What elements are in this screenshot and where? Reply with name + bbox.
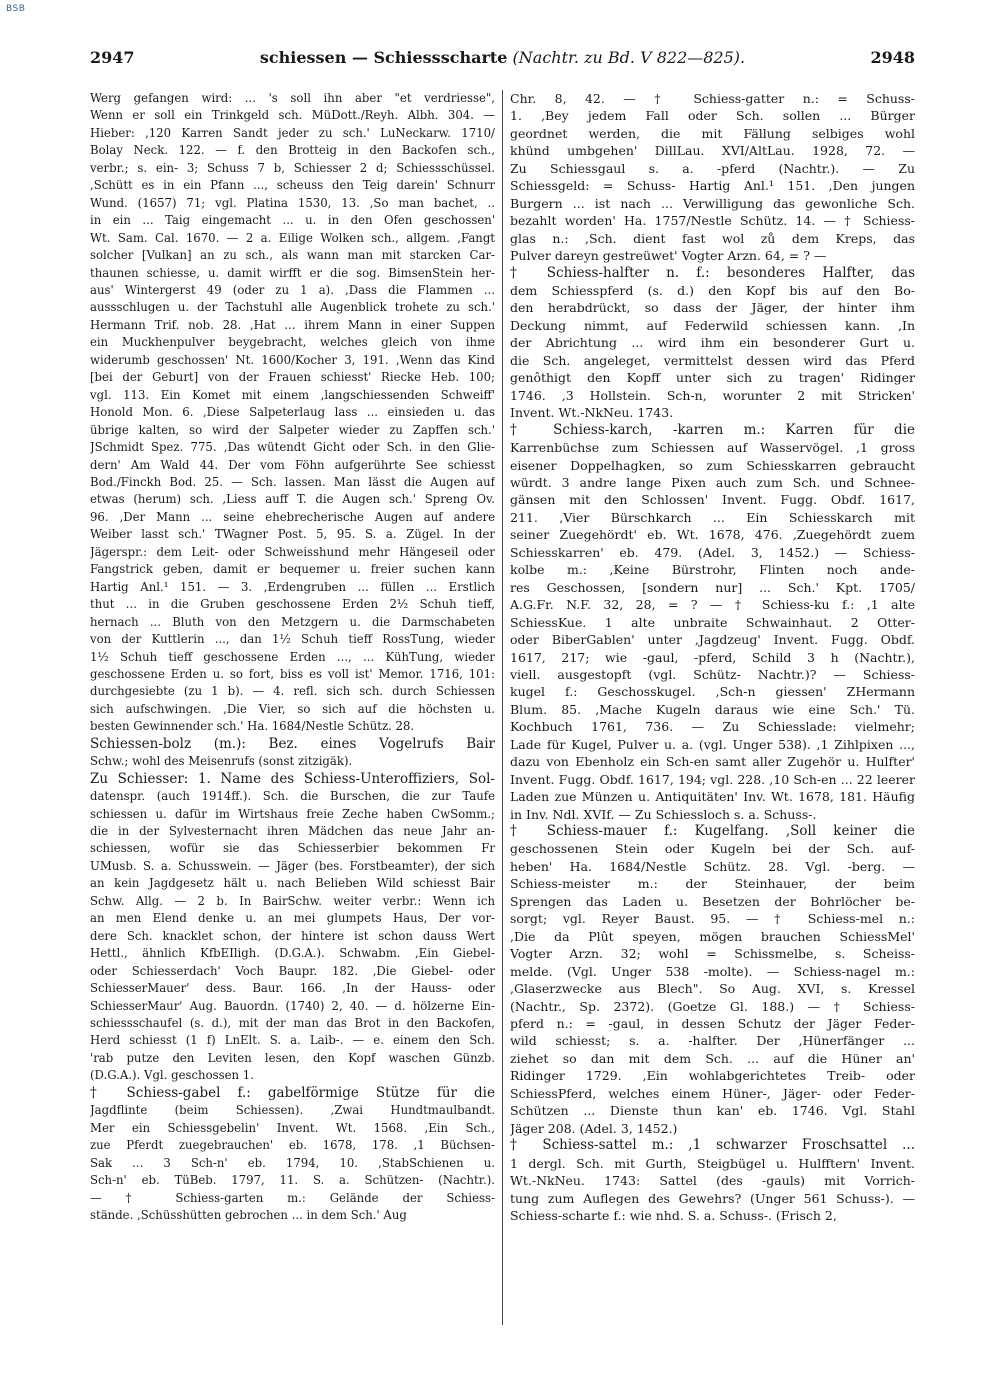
text-line: dem Schiesspferd (s. d.) den Kopf bis auf den Bo-	[510, 282, 915, 298]
text-line: Werg gefangen wird: ... 's soll ihn aber "et verdriesse",	[90, 91, 495, 105]
text-line: Chr. 8, 42. — † Schiess-gatter n.: = Schuss-	[510, 91, 915, 106]
text-line: Wenn er soll ein Trinkgeld sch. MüDott./Reyh. Albh. 304. —	[90, 108, 495, 123]
text-line: Schützen ... Dienste thun kan' eb. 1746. Vgl. Stahl	[510, 1103, 915, 1119]
text-line: geschossene Erden u. so fort, biss es voll ist' Memor. 1716, 101:	[90, 666, 495, 681]
right-column	[510, 90, 915, 1390]
text-line: Ridinger 1729. ,Ein wohlabgerichtetes Treib- oder	[510, 1068, 915, 1084]
text-line: sich aufschwingen. ,Die Vier, so sich auf die höchsten u.	[90, 701, 495, 716]
text-line: Invent. Wt.-NkNeu. 1743.	[510, 405, 674, 421]
text-line: Wt.-NkNeu. 1743: Sattel (des -gauls) mit Vorrich-	[510, 1173, 915, 1189]
text-line: widerumb geschossen' Nt. 1600/Kocher 3, 191. ,Wenn das Kind	[90, 352, 495, 367]
text-line: hernach ... Bluth von den Metzgern u. die Darmschabeten	[90, 614, 495, 629]
text-line: 1 dergl. Sch. mit Gurth, Steigbügel u. Hulfftern' Invent.	[510, 1155, 915, 1171]
text-line: Herd schiesst (1 f) LnElt. S. a. Laib-. — e. einem den Sch.	[90, 1033, 495, 1048]
text-line: eisener Doppelhagken, so zum Schiesskarren gebraucht	[510, 457, 915, 473]
text-line: Vogter Arzn. 32; wohl = Schissmelbe, s. Scheiss-	[510, 946, 915, 962]
text-line: UMusb. S. a. Schusswein. — Jäger (bes. Forstbeamter), der sich	[90, 858, 495, 873]
text-line: † Schiess-sattel m.: ,1 schwarzer Froschsattel ...	[510, 1137, 915, 1154]
column-divider	[502, 90, 503, 1325]
text-line: schiessen, wofür sie das Schiesserbier bekommen Fr	[90, 841, 495, 856]
text-line: Sch-n' eb. TüBeb. 1797, 11. S. a. Schützen- (Nachtr.).	[90, 1173, 495, 1188]
text-line: 96. ,Der Mann ... seine ehebrecherische Augen auf andere	[90, 509, 495, 524]
text-line: Hieber: ,120 Karren Sandt jeder zu sch.' LuNeckarw. 1710/	[90, 125, 495, 140]
text-line: SchiessPferd, welches einem Hüner-, Jäger- oder Feder-	[510, 1085, 915, 1101]
text-line: kugel f.: Geschosskugel. ,Sch-n giessen' ZHermann	[510, 684, 915, 700]
text-line: Kochbuch 1761, 736. — Zu Schiesslade: vielmehr;	[510, 719, 915, 735]
text-line: Schw.; wohl des Meisenrufs (sonst zitzigäk).	[90, 754, 353, 769]
text-line: Fangstrick geben, damit er bequemer u. freier suchen kann	[90, 562, 495, 577]
text-line: Lade für Kugel, Pulver u. a. (vgl. Unger 538). ,1 Zihlpixen ...,	[510, 736, 915, 752]
text-line: heben' Ha. 1684/Nestle Schütz. 28. Vgl. -berg. —	[510, 858, 915, 874]
text-line: in ein ... Taig eingemacht ... u. in den Ofen geschossen'	[90, 213, 495, 228]
text-line: A.G.Fr. N.F. 32, 28, = ? — † Schiess-ku f.: ,1 alte	[510, 597, 915, 613]
text-line: kolbe m.: ,Keine Bürstrohr, Flinten noch ande-	[510, 562, 915, 578]
text-line: JSchmidt Spez. 775. ,Das wütendt Gicht oder Sch. in den Glie-	[90, 440, 495, 455]
text-line: thaunen schiesse, u. damit wirfft er die sog. BimsenStein her-	[90, 265, 495, 280]
text-line: datenspr. (auch 1914ff.). Sch. die Burschen, die zur Taufe	[90, 789, 495, 804]
text-line: gänsen mit den Schlossen' Invent. Fugg. Obdf. 1617,	[510, 492, 915, 508]
text-line: Zu Schiesser: 1. Name des Schiess-Unteroffiziers, Sol-	[90, 770, 495, 787]
text-line: Deckung nimmt, auf Federwild schiessen kann. ,In	[510, 317, 915, 333]
text-line: an men Elend denke u. an mei glumpets Haus, Der vor-	[90, 911, 495, 926]
page-number-left: 2947	[90, 48, 135, 67]
text-line: Invent. Fugg. Obdf. 1617, 194; vgl. 228. ,10 Sch-en ... 22 leerer	[510, 771, 915, 787]
text-line: Blum. 85. ,Mache Kugeln daraus wie eine Sch.' Tü.	[510, 701, 915, 717]
text-line: Schiessgeld: = Schuss- Hartig Anl.¹ 151. ,Den jungen	[510, 178, 915, 194]
text-line: Jäger 208. (Adel. 3, 1452.)	[510, 1120, 678, 1136]
text-line: durchgesiebte (zu 1 b). — 4. refl. sich sch. durch Schiessen	[90, 684, 495, 699]
text-line: würdt. 3 andre lange Pixen auch zum Sch. und Schnee-	[510, 474, 915, 490]
text-line: zue Pferdt zuegebrauchen' eb. 1678, 178. ,1 Büchsen-	[90, 1138, 495, 1153]
text-line: Hartig Anl.¹ 151. — 3. ,Erdengruben ... füllen ... Erstlich	[90, 579, 495, 594]
text-line: geschossenen Stein oder Kugeln bei der Sch. auf-	[510, 841, 915, 857]
text-line: Schw. Allg. — 2 b. In BairSchw. weiter verbr.: Wenn ich	[90, 893, 495, 908]
text-line: 1½ Schuh tieff geschossene Erden ..., ... KühTung, wieder	[90, 649, 495, 664]
text-line: solcher [Vulkan] an zu sch., als wann man mit starcken Car-	[90, 248, 495, 263]
text-line: der Abrichtung ... wird ihm ein besonderer Gurt u.	[510, 335, 915, 351]
text-line: Wt. Sam. Cal. 1670. — 2 a. Eilige Wolken sch., allgem. ,Fangt	[90, 230, 495, 245]
text-line: in Inv. Ndl. XVIf. — Zu Schiessloch s. a. Schuss-.	[510, 806, 817, 822]
text-line: Sprengen das Laden u. Besetzen der Bohrlöcher be-	[510, 893, 915, 909]
text-line: 1617, 217; wie -gaul, -pferd, Schild 3 h (Nachtr.),	[510, 649, 915, 665]
text-line: vgl. 113. Ein Komet mit einem ,langschiessenden Schweiff'	[90, 387, 495, 402]
text-line: schiessschaufel (s. d.), mit der man das Brot in den Backofen,	[90, 1016, 495, 1031]
running-title-headwords: schiessen — Schiessscharte	[259, 48, 508, 67]
text-line: ziehet so dan mit dem Sch. ... auf die Hüner an'	[510, 1050, 915, 1066]
text-line: Wund. (1657) 71; vgl. Platina 1530, 13. ,So man bachet, ..	[90, 195, 495, 210]
text-line: SchiesserMaur' Aug. Bauordn. (1740) 2, 40. — d. hölzerne Ein-	[90, 998, 495, 1013]
text-line: res Geschossen, [sondern nur] ... Sch.' Kpt. 1705/	[510, 579, 915, 595]
text-line: thut ... in die Gruben geschossene Erden 2½ Schuh tieff,	[90, 597, 495, 612]
text-line: viell. ausgestopft (vgl. Schütz- Nachtr.)? — Schiess-	[510, 666, 915, 682]
text-line: [bei der Geburt] von der Frauen schiesst' Riecke Heb. 100;	[90, 370, 495, 385]
running-title	[90, 48, 915, 67]
text-line: den herabdrückt, so dass der Jäger, der hinter ihm	[510, 300, 915, 316]
text-line: übrige kalten, so wird der Salpeter wieder zu Zapffen sch.'	[90, 422, 495, 437]
text-line: Zu Schiessgaul s. a. -pferd (Nachtr.). — Zu	[510, 160, 915, 176]
text-line: Mer ein Schiessgebelin' Invent. Wt. 1568. ,Ein Sch.,	[90, 1120, 495, 1135]
text-line: khünd umbgehen' DillLau. XVI/AltLau. 1928, 72. —	[510, 143, 915, 159]
text-line: Pulver dareyn gestreüwet' Vogter Arzn. 64, = ? —	[510, 248, 827, 264]
text-line: † Schiess-gabel f.: gabelförmige Stütze für die	[90, 1084, 495, 1101]
text-line: melde. (Vgl. Unger 538 -molte). — Schiess-nagel m.:	[510, 963, 915, 979]
text-line: von der Kuttlerin ..., dan 1½ Schuh tieff RossTung, wieder	[90, 632, 495, 647]
running-title-note: (Nachtr. zu Bd. V 822—825).	[512, 48, 746, 67]
text-line: † Schiess-halfter n. f.: besonderes Halfter, das	[510, 264, 915, 281]
text-line: wild schiesst; s. a. -halfter. Der ,Hünerfänger ...	[510, 1033, 915, 1049]
text-line: oder Schiesserdach' Voch Baupr. 182. ,Die Giebel- oder	[90, 963, 495, 978]
text-line: Hettl., ähnlich KfbEIligh. (D.G.A.). Schwabm. ,Ein Giebel-	[90, 946, 495, 961]
text-line: glas n.: ,Sch. dient fast wol zů dem Kreps, das	[510, 230, 915, 246]
text-line: stände. ,Schüsshütten gebrochen ... in dem Sch.' Aug	[90, 1208, 407, 1222]
text-line: — † Schiess-garten m.: Gelände der Schiess-	[90, 1190, 495, 1205]
text-line: schiessen u. dafür im Wirtshaus freie Zeche haben CwSomm.;	[90, 806, 495, 821]
text-line: (Nachtr., Sp. 2372). (Goetze Gl. 188.) — † Schiess-	[510, 998, 915, 1014]
text-line: Jägerspr.: dem Leit- oder Schweisshund mehr Hängeseil oder	[90, 544, 495, 559]
text-line: † Schiess-karch, -karren m.: Karren für die	[510, 421, 915, 438]
text-line: Burgern ... ist nach ... Verwilligung das gewonliche Sch.	[510, 195, 915, 211]
text-line: an kein Jagdgesetz hält u. nach Belieben Wild schiesst Bair	[90, 876, 495, 891]
page-number-right: 2948	[870, 48, 915, 67]
text-line: dern' Am Wald 44. Der vom Föhn aufgerührte See schiesst	[90, 457, 495, 472]
text-line: die Sch. angeleget, vermittelst dessen wird das Pferd	[510, 352, 915, 368]
text-line: geordnet werden, die mit Fällung selbiges wohl	[510, 125, 915, 141]
left-column	[90, 90, 495, 1390]
text-line: dazu von Ebenholz ein Sch-en samt aller Zugehör u. Hulfter'	[510, 754, 915, 770]
text-line: die in der Sylvesternacht ihren Mädchen das neue Jahr an-	[90, 824, 495, 839]
text-line: oder BiberGablen' unter ,Jagdzeug' Invent. Fugg. Obdf.	[510, 632, 915, 648]
text-line: Weiber lasst sch.' TWagner Post. 5, 95. S. a. Zügel. In der	[90, 527, 495, 542]
text-line: Laden zue Münzen u. Antiquitäten' Inv. Wt. 1678, 181. Häufig	[510, 789, 915, 805]
text-line: 'rab putze den Leviten lesen, den Kopf waschen Günzb.	[90, 1050, 495, 1065]
text-line: besten Gewinnender sch.' Ha. 1684/Nestle Schütz. 28.	[90, 719, 415, 734]
text-line: † Schiess-mauer f.: Kugelfang. ,Soll keiner die	[510, 823, 915, 840]
text-line: SchiesserMauer' dess. Baur. 166. ,In der Hauss- oder	[90, 981, 495, 996]
text-line: bezahlt worden' Ha. 1757/Nestle Schütz. 14. — † Schiess-	[510, 213, 915, 229]
library-stamp: BSB	[6, 4, 26, 14]
text-line: Karrenbüchse zum Schiessen auf Wasservögel. ,1 gross	[510, 440, 915, 456]
text-line: tung zum Auflegen des Gewehrs? (Unger 561 Schuss-). —	[510, 1190, 915, 1206]
text-line: ein Muckhenpulver beygebracht, welches gleich von ihme	[90, 335, 495, 350]
text-line: aus' Wintergerst 49 (oder zu 1 a). ,Dass die Flammen ...	[90, 282, 495, 297]
text-line: ,Schütt es in ein Pfann ..., scheuss den Teig darein' Schnurr	[90, 178, 495, 193]
text-line: Schiesskarren' eb. 479. (Adel. 3, 1452.) — Schiess-	[510, 544, 915, 560]
text-line: SchiessKue. 1 alte unbraite Schwainhaut. 2 Otter-	[510, 614, 915, 630]
text-line: verbr.; s. ein- 3; Schuss 7 b, Schiesser 2 d; Schiessschüssel.	[90, 160, 495, 175]
text-line: ,Glaserzwecke aus Blech". So Aug. XVI, s. Kressel	[510, 981, 915, 997]
text-line: Sak ... 3 Sch-n' eb. 1794, 10. ,StabSchienen u.	[90, 1155, 495, 1170]
text-line: genôthigt den Kopff unter sich zu tragen' Ridinger	[510, 370, 915, 386]
text-line: Hermann Trif. nob. 28. ,Hat ... ihrem Mann in einer Suppen	[90, 317, 495, 332]
text-line: sorgt; vgl. Reyer Baust. 95. — † Schiess-mel n.:	[510, 911, 915, 927]
text-line: 1. ,Bey jedem Fall oder Sch. sollen ... Bürger	[510, 108, 915, 124]
text-line: seiner Zuegehördt' eb. Wt. 1678, 476. ,Zuegehördt zuem	[510, 527, 915, 543]
text-line: Schiess-scharte f.: wie nhd. S. a. Schuss-. (Frisch 2,	[510, 1208, 837, 1223]
text-line: dere Sch. knacklet schon, der hintere ist schon dauss Wert	[90, 928, 495, 943]
text-line: Bod./Finckh Bod. 25. — Sch. lassen. Man lässt die Augen auf	[90, 474, 495, 489]
text-line: Schiess-meister m.: der Steinhauer, der beim	[510, 876, 915, 892]
text-line: 211. ,Vier Bürschkarch ... Ein Schiesskarch mit	[510, 509, 915, 525]
text-line: Schiessen-bolz (m.): Bez. eines Vogelrufs Bair	[90, 735, 495, 752]
page-header	[90, 48, 915, 72]
text-line: (D.G.A.). Vgl. geschossen 1.	[90, 1068, 254, 1083]
text-line: 1746. ,3 Hollstein. Sch-n, worunter 2 mit Stricken'	[510, 387, 915, 403]
text-line: aussschlugen u. der Tachstuhl alle Augenblick trohete zu sch.'	[90, 300, 495, 315]
text-line: Honold Mon. 6. ,Diese Salpeterlaug lass ... einsieden u. das	[90, 405, 495, 420]
text-line: ,Die da Plût speyen, mögen brauchen SchiessMel'	[510, 928, 915, 944]
text-line: Bolay Neck. 122. — f. den Brotteig in den Backofen sch.,	[90, 143, 495, 158]
text-line: etwas (herum) sch. ,Liess auff T. die Augen sch.' Spreng Ov.	[90, 492, 495, 507]
text-line: Jagdflinte (beim Schiessen). ,Zwai Hundtmaulbandt.	[90, 1103, 495, 1118]
text-line: pferd n.: = -gaul, in dessen Schutz der Jäger Feder-	[510, 1016, 915, 1032]
